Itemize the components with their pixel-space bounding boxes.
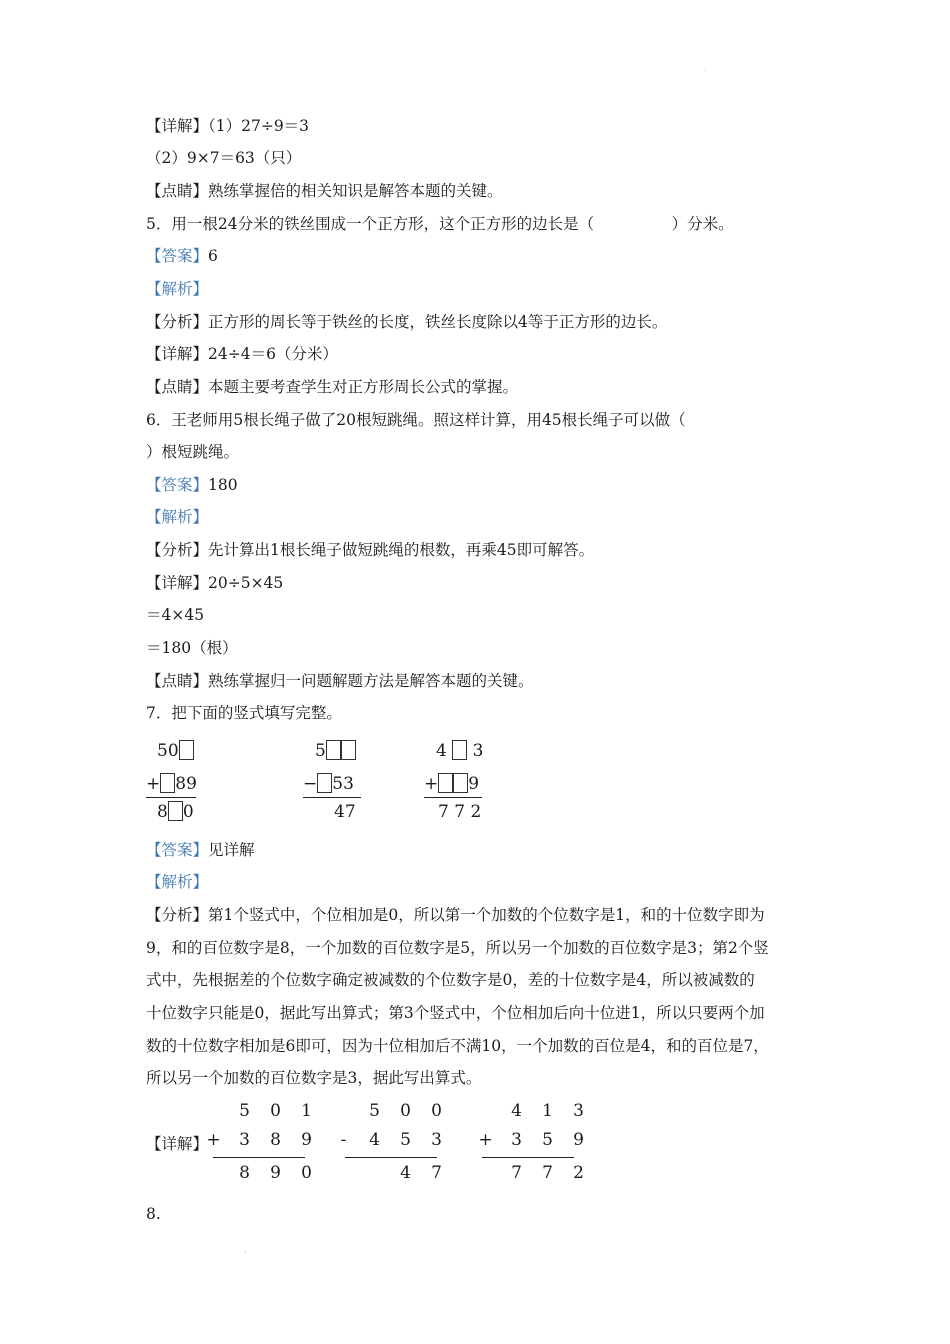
text-line: 【点睛】熟练掌握归一问题解题方法是解答本题的关键。 [146, 672, 534, 690]
blank-box [452, 740, 467, 760]
blank-box [341, 740, 356, 760]
s2-row2: - 4 5 3 [340, 1130, 442, 1150]
text-line: 式中，先根据差的个位数字确定被减数的个位数字是0，差的十位数字是4，所以被减数的 [146, 971, 755, 989]
sum-line [424, 797, 482, 798]
text-line: 【点睛】熟练掌握倍的相关知识是解答本题的关键。 [146, 182, 503, 200]
text-line: （2）9×7＝63（只） [146, 149, 302, 167]
dot-mark: · [704, 66, 707, 75]
v2-mid: − 53 [303, 774, 354, 794]
analysis-tag: 【解析】 [146, 508, 209, 526]
s2-row3: 4 7 [400, 1163, 442, 1183]
answer-line: 【答案】6 [146, 247, 218, 265]
difference-line [345, 1157, 437, 1158]
sum-line [146, 797, 196, 798]
question-5: 5．用一根24分米的铁丝围成一个正方形，这个正方形的边长是（ ）分米。 [146, 215, 734, 233]
s1-row3: 8 9 0 [239, 1163, 312, 1183]
text-line: 【详解】（1）27÷9＝3 [146, 117, 310, 135]
v3-bot: 7 7 2 [438, 802, 482, 822]
answer-tag: 【答案】 [146, 841, 209, 859]
s1-row1: 5 0 1 [239, 1101, 312, 1121]
blank-box [168, 801, 183, 821]
blank-box [438, 773, 453, 793]
text-line: 【点睛】本题主要考查学生对正方形周长公式的掌握。 [146, 378, 519, 396]
question-8: 8. [146, 1205, 161, 1223]
dot-mark: · [244, 1248, 247, 1257]
blank-box [453, 773, 468, 793]
text-line: 所以另一个加数的百位数字是3，据此写出算式。 [146, 1069, 482, 1087]
text-line: ）根短跳绳。 [146, 443, 240, 461]
answer-tag: 【答案】 [146, 476, 209, 494]
blank-box [160, 773, 175, 793]
detail-tag: 【详解】 [146, 1135, 209, 1153]
s3-row2: + 3 5 9 [478, 1130, 584, 1150]
sum-line [482, 1157, 574, 1158]
answer-line: 【答案】180 [146, 476, 238, 494]
question-6: 6．王老师用5根长绳子做了20根短跳绳。照这样计算，用45根长绳子可以做（ [146, 411, 686, 429]
text-line: ＝180（根） [146, 639, 238, 657]
blank-box [317, 773, 332, 793]
text-line: 【分析】第1个竖式中，个位相加是0，所以第一个加数的个位数字是1，和的十位数字即为 [146, 906, 765, 924]
blank-box [179, 740, 194, 760]
v1-bot: 8 0 [157, 802, 194, 822]
answer-line: 【答案】见详解 [146, 841, 255, 859]
v2-bot: 47 [334, 802, 356, 822]
difference-line [303, 797, 361, 798]
text-line: 【分析】先计算出1根长绳子做短跳绳的根数，再乘45即可解答。 [146, 541, 595, 559]
text-line: 【分析】正方形的周长等于铁丝的长度，铁丝长度除以4等于正方形的边长。 [146, 313, 668, 331]
s2-row1: 5 0 0 [369, 1101, 442, 1121]
answer-tag: 【答案】 [146, 247, 209, 265]
v2-top: 5 [315, 740, 356, 762]
text-line: 十位数字只能是0，据此写出算式；第3个竖式中，个位相加后向十位进1，所以只要两个加 [146, 1004, 765, 1022]
v3-top: 4 3 [436, 741, 484, 761]
analysis-tag: 【解析】 [146, 280, 209, 298]
sum-line [213, 1157, 305, 1158]
v3-mid: + 9 [424, 774, 480, 794]
text-line: 9，和的百位数字是8，一个加数的百位数字是5，所以另一个加数的百位数字是3；第2个竖 [146, 939, 769, 957]
text-line: ＝4×45 [146, 606, 205, 624]
blank-box [326, 740, 341, 760]
text-line: 数的十位数字相加是6即可，因为十位相加后不满10，一个加数的百位是4，和的百位是7， [146, 1037, 769, 1055]
question-7: 7．把下面的竖式填写完整。 [146, 704, 342, 722]
analysis-tag: 【解析】 [146, 873, 209, 891]
text-line: 【详解】24÷4＝6（分米） [146, 345, 338, 363]
s3-row3: 7 7 2 [511, 1163, 584, 1183]
v1-top: 50 [157, 740, 194, 762]
s3-row1: 4 1 3 [511, 1101, 584, 1121]
v1-mid: + 89 [146, 774, 197, 794]
text-line: 【详解】20÷5×45 [146, 574, 284, 592]
s1-row2: + 3 8 9 [206, 1130, 312, 1150]
